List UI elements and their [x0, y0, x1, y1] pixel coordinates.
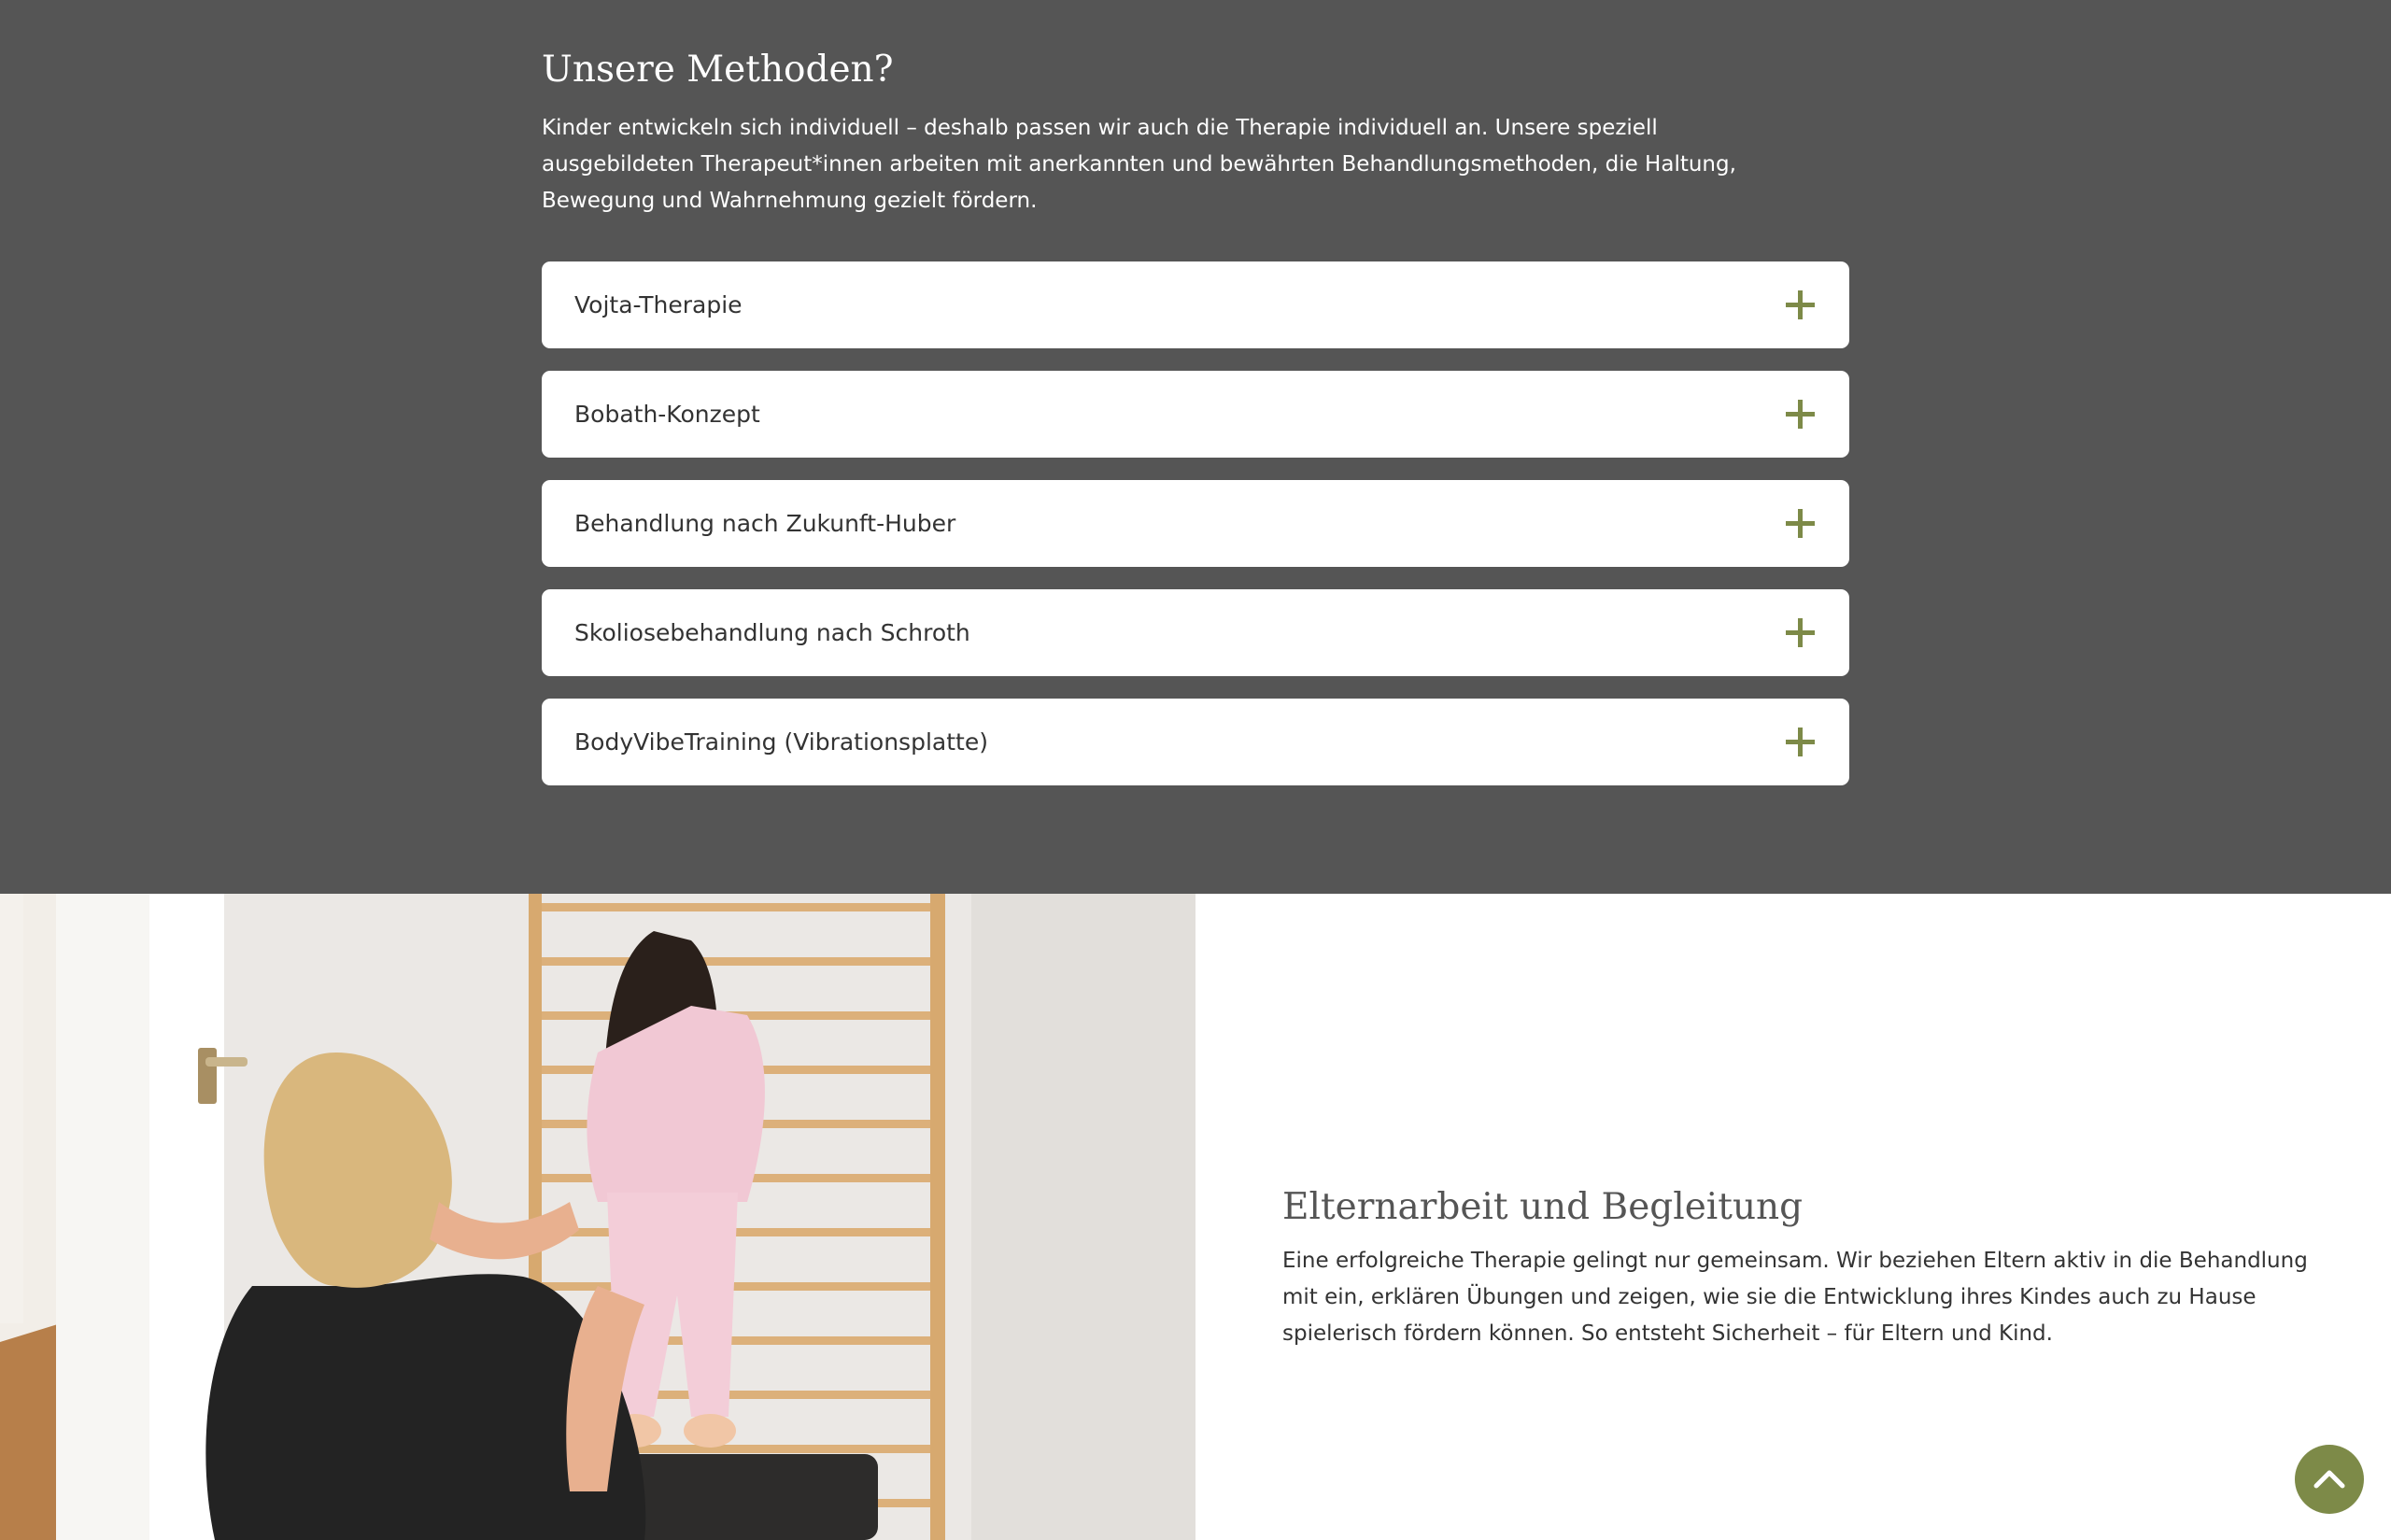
accordion-item-label: BodyVibeTraining (Vibrationsplatte): [574, 728, 988, 756]
accordion-item-label: Bobath-Konzept: [574, 401, 760, 428]
chevron-up-icon: [2311, 1461, 2348, 1498]
therapy-photo: [0, 894, 1196, 1540]
plus-icon[interactable]: [1786, 400, 1815, 429]
accordion-item-bobath-konzept[interactable]: [542, 371, 1849, 458]
methods-accordion: [542, 261, 1849, 808]
parents-text: Eine erfolgreiche Therapie gelingt nur gemeinsam. Wir beziehen Eltern aktiv in die Behandlung mit ein, erklären Übungen und zeigen, wie sie die Entwicklung ihres Kindes auch zu Hause spielerisch fördern können. So entsteht Sicherheit – für Eltern und Kind.: [1282, 1249, 2308, 1346]
accordion-item-label: Skoliosebehandlung nach Schroth: [574, 619, 970, 646]
scroll-to-top-button[interactable]: [2295, 1445, 2364, 1514]
accordion-item-schroth[interactable]: [542, 589, 1849, 676]
plus-icon[interactable]: [1786, 728, 1815, 756]
methods-title: Unsere Methoden?: [542, 49, 894, 91]
methods-intro: Kinder entwickeln sich individuell – deshalb passen wir auch die Therapie individuell an. Unsere speziell ausgebildeten Therapeut*innen arbeiten mit anerkannten und bewährten Behandlungsmethoden, die Haltung, Bewegung und Wahrnehmung gezielt fördern.: [542, 116, 1736, 213]
accordion-item-vojta-therapie[interactable]: [542, 261, 1849, 348]
accordion-item-zukunft-huber[interactable]: [542, 480, 1849, 567]
parents-section: [1282, 1186, 2328, 1352]
accordion-item-bodyvibetraining[interactable]: [542, 699, 1849, 785]
plus-icon[interactable]: [1786, 618, 1815, 647]
parents-title: Elternarbeit und Begleitung: [1282, 1186, 1804, 1228]
accordion-item-label: Vojta-Therapie: [574, 291, 743, 318]
plus-icon[interactable]: [1786, 509, 1815, 538]
plus-icon[interactable]: [1786, 290, 1815, 319]
accordion-item-label: Behandlung nach Zukunft-Huber: [574, 510, 956, 537]
